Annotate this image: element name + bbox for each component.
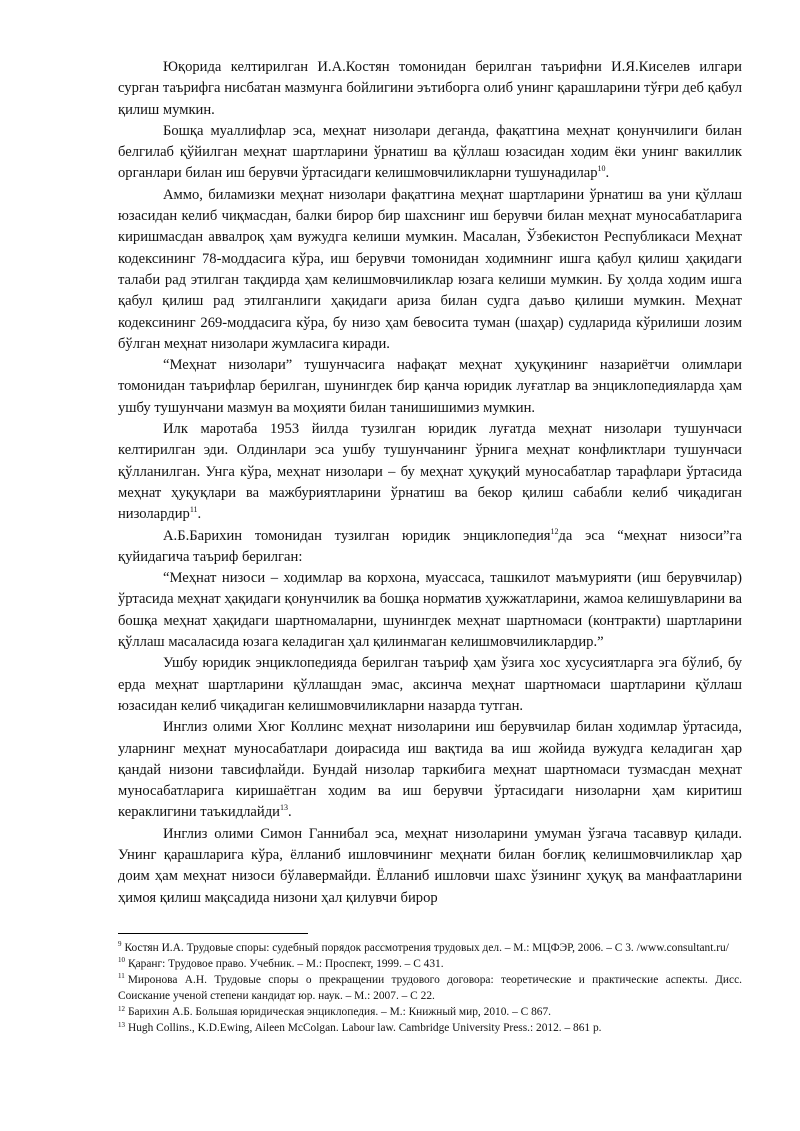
paragraph-text-end: . — [287, 804, 292, 821]
footnote-reference: 10 — [597, 164, 606, 174]
paragraph — [118, 419, 742, 525]
paragraph-text-end: . — [605, 165, 610, 182]
footnote — [118, 972, 742, 1004]
paragraph-text: Бошқа муаллифлар эса, меҳнат низолари деганда, фақатгина меҳнат қонунчилиги билан белгилаб қўйилган меҳнат шартларини ўрнатиш ва қўллаш юзасидан ходим ёки унинг вакиллик органлари билан иш берувчи ўртасидаги келишмовчиликларни тушунадилар — [118, 122, 742, 182]
footnote-text: Костян И.А. Трудовые споры: судебный порядок рассмотрения трудовых дел. – М.: МЦФЭР, 2006. – С 3. /www.consultant.ru/ — [124, 942, 729, 954]
paragraph — [118, 185, 742, 355]
footnote-text: Миронова А.Н. Трудовые споры о прекращении трудового договора: теоретические и практические аспекты. Дисс. Соискание ученой степени кандидат юр. наук. – М.: 2007. – С 22. — [118, 974, 742, 1003]
footnote — [118, 1004, 742, 1020]
paragraph-text: Аммо, биламизки меҳнат низолари фақатгина меҳнат шартларини ўрнатиш ва уни қўллаш юзасидан келиб чиқмасдан, балки бирор бир шахснинг иш берувчи билан меҳнат муносабатларига киришмасдан аввалроқ ҳам вужудга келиши мумкин. Масалан, Ўзбекистон Республикаси Меҳнат кодексининг 78-моддасига кўра, иш берувчи томонидан ходимнинг ишга қабул қилиш ҳақидаги талаби рад этилган тақдирда ҳам келишмовчиликлар юзага келиши мумкин. Бу ҳолда ходим ишга қабул қилиш рад этилганлиги ҳақидаги ариза билан судга даъво қилиши мумкин. Меҳнат кодексининг 269-моддасига кўра, бу низо ҳам бевосита туман (шаҳар) судларида кўрилиши лозим бўлган меҳнат низолари жумласига киради. — [118, 186, 742, 352]
footnote — [118, 1020, 742, 1036]
paragraph-text: Ушбу юридик энциклопедияда берилган таъриф ҳам ўзига хос хусусиятларга эга бўлиб, бу ерда меҳнат шартларини қўллашдан эмас, аксинча меҳнат шартномаси шартларини қўллаш юзасидан келиб чиқадиган келишмовчиликларни назарда тутган. — [118, 655, 742, 714]
footnote-number: 10 — [118, 956, 125, 965]
paragraph — [118, 717, 742, 823]
paragraph-text: Инглиз олими Хюг Коллинс меҳнат низоларини иш берувчилар билан ходимлар ўртасида, уларнинг меҳнат муносабатлари доирасида иш вақтида ва иш жойида вужудга келадиган ҳар қандай низони тавсифлайди. Бундай низолар таркибига меҳнат шартномаси тузмасдан меҳнат муносабатларига киришаётган ходим ва иш берувчи ўртасидаги низоларни ҳам киритиш кераклигини таъкидлайди — [118, 719, 742, 821]
paragraph-text: А.Б.Барихин томонидан тузилган юридик энциклопедия — [163, 527, 551, 544]
paragraph-text: “Меҳнат низоси – ходимлар ва корхона, муассаса, ташкилот маъмурияти (иш берувчилар) ўртасида меҳнат ҳақидаги қонунчилик ва бошқа норматив ҳужжатларини, жамоа келишувларини ва бошқа меҳнат ҳақидаги шартномаларни, шунингдек меҳнат шартномаси (контракти) шартларини қўллаш масаласида юзага келадиган ҳал қилинмаган келишмовчиликлардир.” — [118, 570, 742, 651]
footnotes — [118, 940, 742, 1037]
footnote-text: Hugh Collins., K.D.Ewing, Aileen McColgan. Labour law. Cambridge University Press.: 2012. – 861 p. — [128, 1022, 602, 1035]
paragraph-text: Инглиз олими Симон Ганнибал эса, меҳнат низоларини умуман ўзгача тасаввур қилади. Унинг қарашларига кўра, ёлланиб ишловчининг меҳнати билан боғлиқ келишмовчиликлар ҳар доим ҳам меҳнат низоси бўлавермайди. Ёлланиб ишловчи шахс ўзининг ҳуқуқ ва манфаатларини ҳимоя қилиш мақсадида низони ҳал қилувчи бирор — [118, 825, 742, 906]
paragraph-text: “Меҳнат низолари” тушунчасига нафақат меҳнат ҳуқуқининг назариётчи олимлари томонидан таърифлар берилган, шунингдек бир қанча юридик луғатлар ва энциклопедияларда ҳам ушбу тушунчани мазмун ва моҳияти билан танишишимиз мумкин. — [118, 357, 742, 416]
paragraph-text: Юқорида келтирилган И.А.Костян томонидан берилган таърифни И.Я.Киселев илгари сурган таърифга нисбатан мазмунга бойлигини эътиборга олиб унинг қарашларини тўғри деб қабул қилиш мумкин. — [118, 59, 742, 118]
document-page — [118, 57, 742, 909]
footnote-text: Барихин А.Б. Большая юридическая энциклопедия. – М.: Книжный мир, 2010. – С 867. — [128, 1006, 552, 1019]
paragraph — [118, 526, 742, 569]
paragraph — [118, 568, 742, 653]
footnote — [118, 940, 742, 956]
footnote — [118, 956, 742, 972]
paragraph — [118, 824, 742, 909]
footnote-reference: 11 — [189, 505, 198, 515]
footnote-number: 12 — [118, 1004, 125, 1013]
paragraph-text-end: да эса “меҳнат низоси”га қуйидагича таъриф берилган: — [118, 527, 742, 565]
paragraph-text-end: . — [197, 506, 202, 523]
footnote-number: 9 — [118, 940, 122, 949]
footnote-text: Қаранг: Трудовое право. Учебник. – М.: Проспект, 1999. – С 431. — [128, 958, 444, 971]
body-text — [118, 57, 742, 909]
paragraph — [118, 121, 742, 185]
footnote-reference: 12 — [550, 526, 559, 536]
footnote-number: 11 — [118, 972, 125, 981]
paragraph — [118, 57, 742, 121]
paragraph — [118, 653, 742, 717]
footnote-reference: 13 — [279, 803, 288, 813]
paragraph — [118, 355, 742, 419]
paragraph-text: Илк маротаба 1953 йилда тузилган юридик луғатда меҳнат низолари тушунчаси келтирилган эди. Олдинлари эса ушбу тушунчанинг ўрнига меҳнат конфликтлари тушунчаси қўлланилган. Унга кўра, меҳнат низолари – бу меҳнат ҳуқуқий муносабатлар тарафлари ўртасида меҳнат ҳуқуқлари ва мажбуриятларини ўрнатиш ва бекор қилиш сабабли келиб чиқадиган низолардир — [118, 421, 742, 523]
footnote-separator — [118, 933, 308, 934]
footnote-number: 13 — [118, 1020, 125, 1029]
